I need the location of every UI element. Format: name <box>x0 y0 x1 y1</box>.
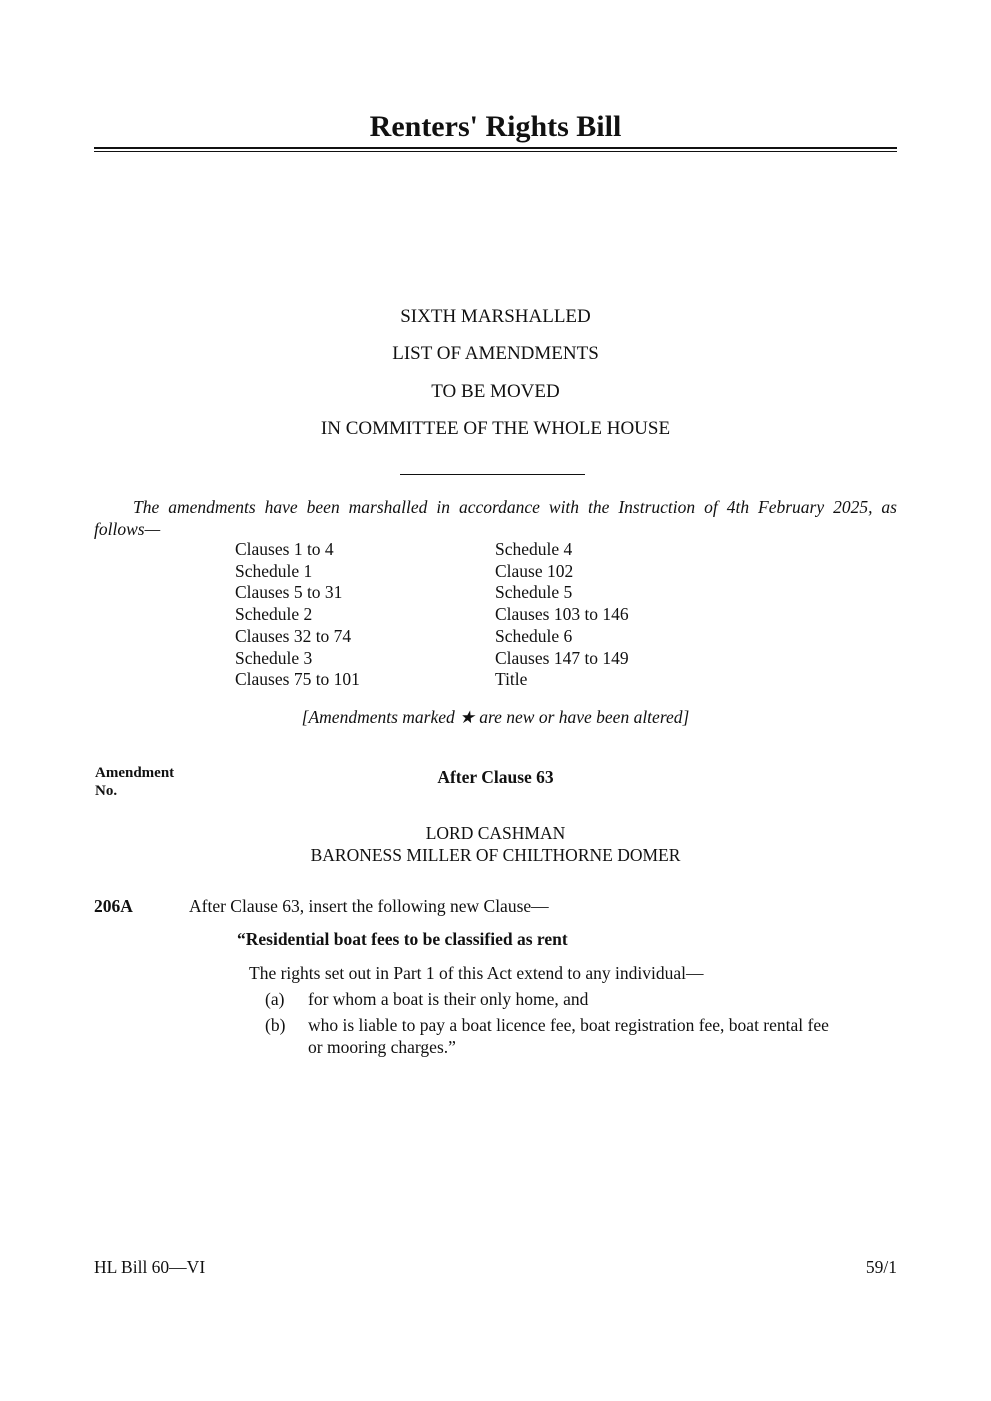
clause-body: The rights set out in Part 1 of this Act extend to any individual— <box>249 963 704 983</box>
order-item: Clause 102 <box>495 560 574 581</box>
amendment-no-label-2: No. <box>95 783 118 799</box>
order-item: Clauses 75 to 101 <box>235 669 360 690</box>
order-item: Schedule 5 <box>495 582 573 603</box>
footer-page-number: 59/1 <box>865 1257 897 1277</box>
amendment-number: 206A <box>94 896 133 916</box>
order-item: Title <box>495 669 528 690</box>
order-item: Schedule 2 <box>235 604 313 625</box>
intro-text-cont: follows— <box>94 519 161 539</box>
item-text: who is liable to pay a boat licence fee, boat registration fee, boat rental fee <box>308 1015 829 1035</box>
heading-line: SIXTH MARSHALLED <box>400 306 591 327</box>
sponsor: LORD CASHMAN <box>425 823 566 843</box>
order-item: Clauses 5 to 31 <box>235 582 343 603</box>
order-item: Clauses 1 to 4 <box>235 539 334 559</box>
heading-line: LIST OF AMENDMENTS <box>392 343 599 364</box>
footer-bill-number: HL Bill 60—VI <box>94 1257 206 1277</box>
order-item: Clauses 32 to 74 <box>235 625 352 646</box>
item-text-cont: or mooring charges.” <box>308 1037 456 1057</box>
intro-text: The amendments have been marshalled in accordance with the Instruction of 4th February 2025, as <box>133 497 897 517</box>
order-item: Schedule 4 <box>495 539 573 559</box>
document-title: Renters' Rights Bill <box>369 110 622 143</box>
heading-line: IN COMMITTEE OF THE WHOLE HOUSE <box>320 418 671 439</box>
heading-line: TO BE MOVED <box>431 381 560 402</box>
amendment-instruction: After Clause 63, insert the following new Clause— <box>189 896 549 916</box>
item-label: (b) <box>265 1015 286 1035</box>
order-item: Clauses 103 to 146 <box>495 604 629 625</box>
separator-rule <box>400 474 585 475</box>
order-item: Schedule 3 <box>235 647 313 668</box>
clause-heading: “Residential boat fees to be classified as rent <box>237 929 568 949</box>
order-item: Clauses 147 to 149 <box>495 647 629 668</box>
sponsor: BARONESS MILLER OF CHILTHORNE DOMER <box>310 845 681 865</box>
title-rule-top <box>94 147 897 149</box>
item-text: for whom a boat is their only home, and <box>308 989 589 1009</box>
order-item: Schedule 1 <box>235 560 313 581</box>
amendment-no-label: Amendment <box>95 765 175 781</box>
star-note: [Amendments marked ★ are new or have been altered] <box>301 707 690 727</box>
order-list-left <box>235 539 360 691</box>
title-rule-bottom <box>94 151 897 152</box>
order-item: Schedule 6 <box>495 625 573 646</box>
section-heading: After Clause 63 <box>437 767 554 787</box>
item-label: (a) <box>265 989 285 1009</box>
order-list-right <box>495 539 629 691</box>
